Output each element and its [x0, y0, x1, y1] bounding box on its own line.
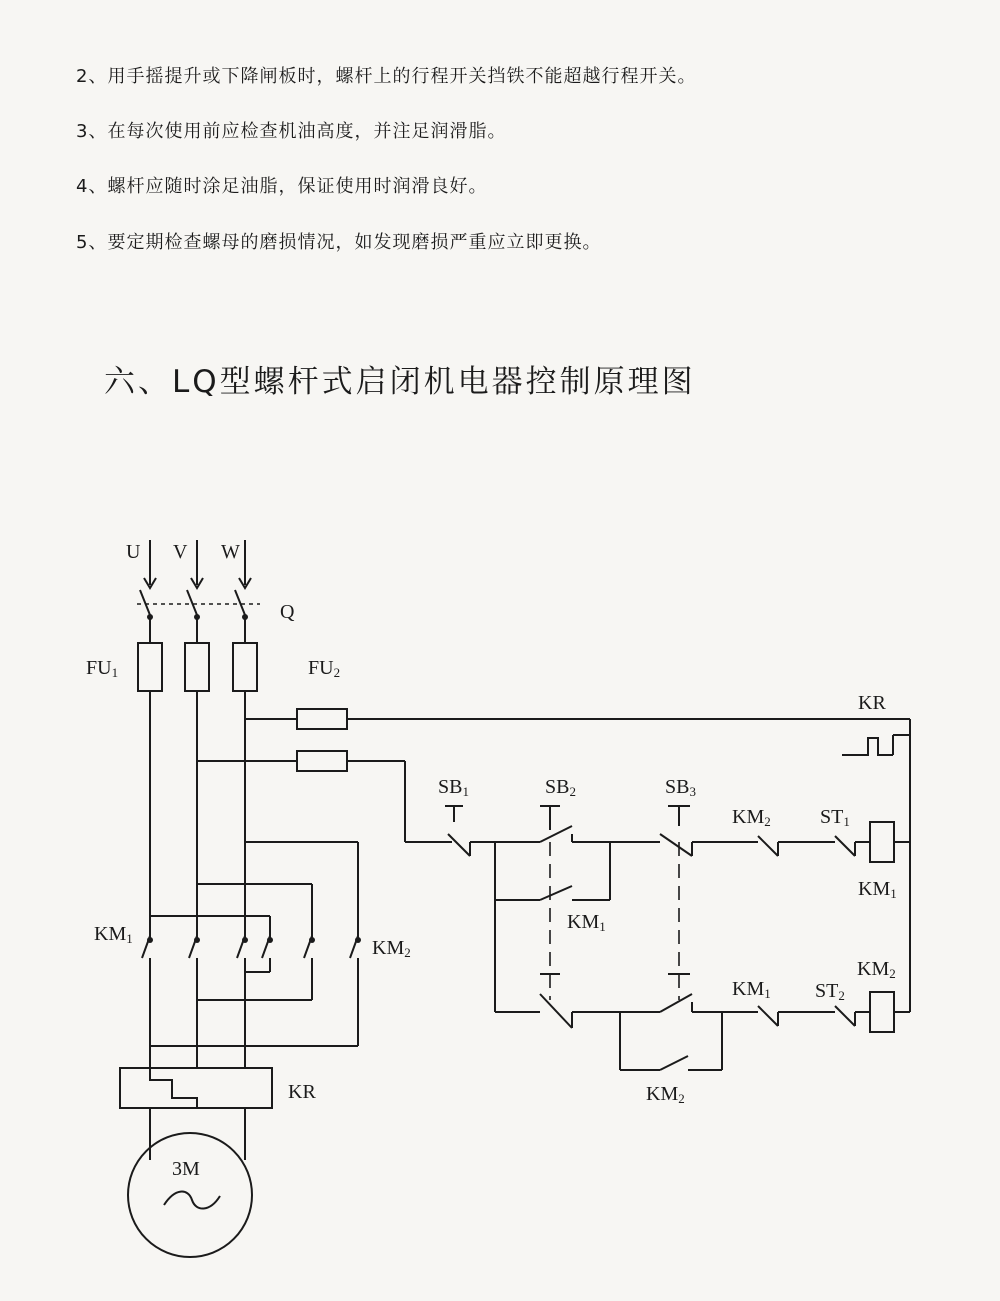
phase-labels: [126, 541, 240, 563]
phase-w-label: W: [221, 541, 240, 563]
sb2-label: SB2: [545, 776, 576, 799]
motor-3m: [128, 1133, 252, 1257]
thermal-relay-kr: [120, 1068, 316, 1160]
main-contactors: [94, 842, 411, 1068]
fu1-label: FU1: [86, 657, 119, 680]
st2-label: ST2: [815, 980, 845, 1003]
main-switch-q: [137, 540, 295, 643]
km1-hold-label: KM1: [567, 911, 606, 934]
note-3: 3、在每次使用前应检查机油高度，并注足润滑脂。: [76, 121, 507, 142]
note-2: 2、用手摇提升或下降闸板时，螺杆上的行程开关挡铁不能超越行程开关。: [76, 66, 697, 87]
section-title: 六、LQ型螺杆式启闭机电器控制原理图: [104, 364, 696, 400]
km1-interlock-label: KM1: [732, 978, 771, 1001]
phase-u-label: U: [126, 541, 141, 563]
st1-label: ST1: [820, 806, 850, 829]
km2-coil-label: KM2: [857, 958, 896, 981]
kr-contact-label: KR: [858, 692, 886, 714]
motor-label: 3M: [172, 1158, 200, 1180]
note-5: 5、要定期检查螺母的磨损情况，如发现磨损严重应立即更换。: [76, 232, 602, 253]
sb3-label: SB3: [665, 776, 696, 799]
note-4: 4、螺杆应随时涂足油脂，保证使用时润滑良好。: [76, 176, 488, 197]
fu2-label: FU2: [308, 657, 341, 680]
phase-v-label: V: [173, 541, 188, 563]
kr-relay-label: KR: [288, 1081, 316, 1103]
km2-coil-rung: [620, 958, 910, 1106]
km2-hold-label: KM2: [646, 1083, 685, 1106]
sb1-stop-button: [438, 776, 495, 856]
km1-coil-rung: [692, 806, 910, 901]
sb1-label: SB1: [438, 776, 469, 799]
km1-coil-label: KM1: [858, 878, 897, 901]
km2-interlock-label: KM2: [732, 806, 771, 829]
km1-main-label: KM1: [94, 923, 133, 946]
main-power-lines: [150, 691, 245, 940]
switch-q-label: Q: [280, 601, 295, 623]
km2-main-label: KM2: [372, 937, 411, 960]
sb3-button: [610, 776, 696, 1012]
sb2-button: [495, 776, 620, 1028]
fuses-fu1: [86, 643, 257, 691]
